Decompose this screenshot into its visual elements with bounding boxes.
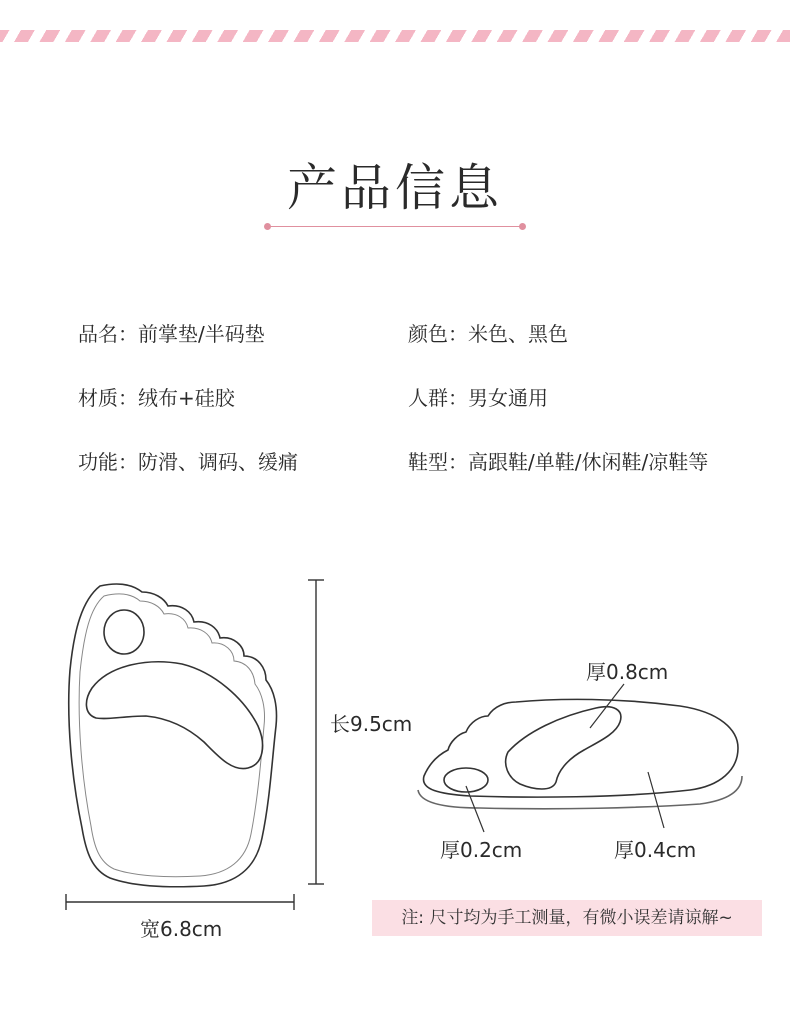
length-dimension-line (308, 580, 324, 884)
callout-leader-08 (590, 684, 624, 728)
info-value: 高跟鞋/单鞋/休闲鞋/凉鞋等 (468, 450, 709, 474)
info-value: 防滑、调码、缓痛 (138, 450, 298, 474)
info-value: 绒布+硅胶 (138, 386, 235, 410)
width-label: 宽6.8cm (140, 917, 223, 941)
info-label: 功能： (78, 450, 138, 474)
side-toe-circle (444, 768, 488, 792)
callout-leader-04 (648, 772, 664, 828)
info-label: 材质： (78, 386, 138, 410)
info-label: 品名： (78, 322, 138, 346)
info-value: 米色、黑色 (468, 322, 568, 346)
width-dimension-line (66, 894, 294, 910)
callout-leader-02 (466, 786, 484, 832)
callout-thickness-04: 厚0.4cm (614, 838, 697, 862)
info-label: 鞋型： (408, 450, 468, 474)
toe-cushion-circle (104, 610, 144, 654)
info-value: 前掌垫/半码垫 (138, 322, 265, 346)
insole-top-view (69, 584, 277, 887)
callout-thickness-08: 厚0.8cm (586, 660, 669, 684)
side-forefoot-cushion (506, 707, 621, 789)
info-label: 颜色： (408, 322, 468, 346)
insole-side-view (418, 699, 742, 808)
info-label: 人群： (408, 386, 468, 410)
insole-outline-inner (79, 594, 264, 877)
measurement-note: 注: 尺寸均为手工测量，有微小误差请谅解~ (372, 900, 762, 936)
callout-thickness-02: 厚0.2cm (440, 838, 523, 862)
side-outline-top (423, 699, 738, 797)
info-value: 男女通用 (468, 386, 548, 410)
forefoot-cushion (86, 662, 262, 769)
page-title: 产品信息 (287, 159, 503, 217)
insole-outline-outer (69, 584, 277, 887)
length-label: 长9.5cm (330, 712, 413, 736)
